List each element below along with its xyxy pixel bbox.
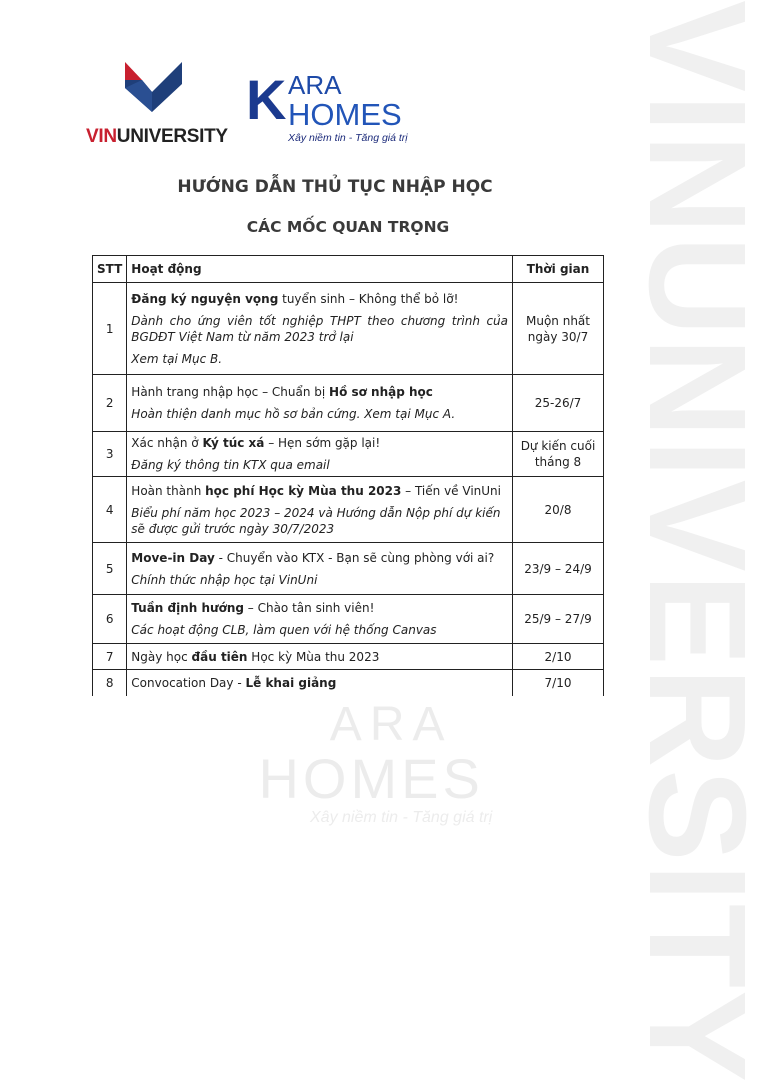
table-row: 6 Tuần định hướng – Chào tân sinh viên! Các hoạt động CLB, làm quen với hệ thống Canvas 25/9 – 27/9 [93,595,604,644]
table-row: 4 Hoàn thành học phí Học kỳ Mùa thu 2023 – Tiến về VinUni Biểu phí năm học 2023 – 2024 và Hướng dẫn Nộp phí dự kiến sẽ được gửi trước ngày 30/7/2023 20/8 [93,477,604,543]
table-row: 7 Ngày học đầu tiên Học kỳ Mùa thu 2023 2/10 [93,644,604,670]
milestones-table [92,255,604,696]
karahomes-logo: K ARA HOMES Xây niềm tin - Tăng giá trị [246,68,408,144]
table-row: 2 Hành trang nhập học – Chuẩn bị Hồ sơ nhập học Hoàn thiện danh mục hồ sơ bản cứng. Xem tại Mục A. 25-26/7 [93,375,604,432]
table-row: 8 Convocation Day - Lễ khai giảng 7/10 [93,670,604,696]
vinuniversity-wordmark: VINUNIVERSITY [86,126,228,147]
table-row: 1 Đăng ký nguyện vọng tuyển sinh – Không thể bỏ lỡ! Dành cho ứng viên tốt nghiệp THPT theo chương trình của BGDĐT Việt Nam từ năm 2023 trở lại Xem tại Mục B. Muộn nhất ngày 30/7 [93,283,604,375]
table-row: 5 Move-in Day - Chuyển vào KTX - Bạn sẽ cùng phòng với ai? Chính thức nhập học tại VinUni 23/9 – 24/9 [93,543,604,595]
table-row: 3 Xác nhận ở Ký túc xá – Hẹn sớm gặp lại! Đăng ký thông tin KTX qua email Dự kiến cuối tháng 8 [93,432,604,477]
table-header: STT Hoạt động Thời gian [93,256,604,283]
karahomes-watermark: ARA HOMES Xây niềm tin - Tăng giá trị [258,698,493,826]
vinuniversity-watermark: VINUNIVERSITY [620,0,774,1084]
page-title: HƯỚNG DẪN THỦ TỤC NHẬP HỌC [177,177,493,197]
vinuniversity-logo [86,62,226,122]
section-title: CÁC MỐC QUAN TRỌNG [246,218,450,236]
